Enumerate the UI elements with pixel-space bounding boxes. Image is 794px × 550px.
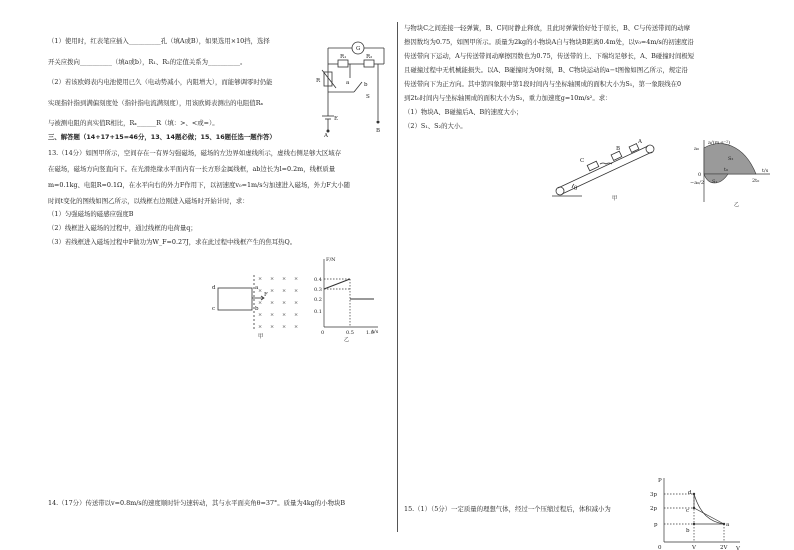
- block-a-label: A: [638, 139, 642, 145]
- tick-label: 0.5: [346, 330, 354, 336]
- y-axis-label: a/(m·s⁻²): [708, 140, 731, 146]
- text-line: 且碰撞过程中无机械能损失。以A、B碰撞时为0时刻，B、C物块运动的a−t图像如图乙所示，规定沿: [404, 66, 688, 74]
- field-cross-mark: ×: [270, 300, 275, 306]
- ohmmeter-circuit-diagram: [314, 40, 390, 138]
- field-cross-mark: ×: [258, 288, 263, 294]
- text-line: 擦因数均为0.75，如图甲所示。质量为2kg的小物块A自与物块B距离0.4m处，以v₀=4m/s的初速度沿: [404, 38, 694, 46]
- corner-c-label: c: [212, 306, 216, 312]
- text-line: （2）若该欧姆表内电池使用已久（电动势减小，内阻增大），而能够调零时仍能: [48, 78, 273, 86]
- text-line: 与被测电阻的真实值R相比，Rₓ______R（填：>、<或=）。: [48, 119, 219, 127]
- text-line: （3）若线框进入磁场过程中F做功为W_F=0.27J，求在此过程中线框产生的焦耳热Q。: [48, 238, 297, 246]
- y-axis-label: F/N: [326, 257, 336, 263]
- text-line: （1）使用时，红表笔应插入__________孔（填A或B），如果选用×10挡，选择: [48, 37, 270, 45]
- r1-label: R₁: [340, 54, 347, 60]
- v-axis-label: V: [736, 546, 740, 550]
- galvanometer-label: G: [356, 46, 361, 52]
- column-divider: [397, 22, 398, 532]
- field-cross-mark: ×: [282, 288, 287, 294]
- battery-label: E: [334, 116, 339, 122]
- tick-label: 2V: [720, 545, 728, 550]
- tick-label: 0: [658, 545, 662, 550]
- text-line: （1）匀强磁场的磁感应强度B: [48, 210, 134, 218]
- question-15-line: 15.（1）（5分）一定质量的理想气体，经过一个压缩过程后，体积减小为: [404, 505, 611, 513]
- tick-label: 0.2: [314, 297, 322, 303]
- field-cross-mark: ×: [270, 312, 275, 318]
- left-column: [0, 0, 396, 550]
- caption-jia: 甲: [612, 196, 618, 202]
- block-c-label: C: [580, 158, 585, 164]
- r-label: R: [316, 78, 321, 84]
- tick-label: 0: [321, 330, 325, 336]
- field-crosses: [258, 276, 298, 330]
- corner-b-label: b: [255, 306, 259, 312]
- acceleration-time-graph: [690, 138, 772, 206]
- caption-yi: 乙: [344, 337, 350, 343]
- terminal-b-label: B: [376, 128, 381, 134]
- tick-label: 1.0: [366, 330, 374, 336]
- tick-label: 2p: [650, 506, 658, 512]
- text-line: （2）S₁、S₂的大小。: [404, 122, 467, 130]
- tick-label: 3p: [650, 492, 658, 498]
- field-cross-mark: ×: [282, 324, 287, 330]
- caption-yi: 乙: [734, 202, 740, 208]
- question-14-line: 14.（17分）传送带以v=0.8m/s的速度顺时针匀速转动，其与水平面夹角θ=37°。质量为4kg的小物块B: [48, 499, 346, 507]
- conveyor-belt-figure: [552, 138, 664, 200]
- s2-label: S₂: [728, 156, 734, 162]
- neg-a0-label: −a₀/2: [690, 180, 705, 186]
- tick-label: 0.3: [314, 287, 322, 293]
- point-d-label: d: [688, 490, 692, 496]
- tick-label: p: [654, 522, 658, 528]
- field-cross-mark: ×: [258, 324, 263, 330]
- field-cross-mark: ×: [258, 300, 263, 306]
- field-cross-mark: ×: [282, 276, 287, 282]
- x-axis-label: t/s: [372, 329, 379, 335]
- angle-label: θ: [574, 186, 578, 192]
- field-cross-mark: ×: [282, 300, 287, 306]
- force-f-label: F: [264, 292, 268, 298]
- text-line: 时间t变化的图线如图乙所示，以线框右边刚进入磁场时开始计时，求：: [48, 197, 249, 205]
- p-axis-label: P: [658, 478, 662, 484]
- switch-label: S: [366, 94, 370, 100]
- text-line: 13.（14分）如图甲所示，空间存在一有界匀强磁场，磁场的左边界如虚线所示，虚线右侧足够大区域存: [48, 149, 342, 157]
- text-line: 开关应拨向__________（填a或b），R₁、R₂的定值关系为__________。: [48, 58, 247, 66]
- text-line: 实现指针指到满偏刻度处（指针指电流满刻度），用该欧姆表测出的电阻值Rₓ: [48, 99, 264, 107]
- right-column: [400, 0, 794, 550]
- text-line: 传送带向下运动，A与传送带间动摩擦因数也为0.75，传送带的上、下端均足够长，A、B碰撞时间极短: [404, 52, 695, 60]
- tick-label: 0.4: [314, 277, 322, 283]
- text-line: 到2t₀时间内与坐标轴围成的面积大小为S₂，重力加速度g=10m/s²。求：: [404, 94, 612, 102]
- origin-label: 0: [698, 172, 702, 178]
- tick-label: V: [692, 545, 696, 550]
- field-cross-mark: ×: [258, 312, 263, 318]
- text-line: 传送带向下为正方向。其中第四象限中第1段时间内与坐标轴围成的面积大小为S₁，第一象限线在0: [404, 80, 682, 88]
- s1-label: S₁: [712, 179, 718, 185]
- point-b-label: b: [686, 528, 690, 534]
- caption-jia: 甲: [258, 334, 264, 340]
- field-cross-mark: ×: [258, 276, 263, 282]
- text-line: 在磁场，磁场方向竖直向下。在光滑绝缘水平面内有一长方形金属线框，ab边长为l=0.2m，线框质量: [48, 165, 336, 173]
- t0-label: t₀: [724, 167, 729, 173]
- a0-label: a₀: [694, 146, 699, 152]
- field-cross-mark: ×: [270, 324, 275, 330]
- node-a-label: a: [346, 80, 350, 86]
- field-cross-mark: ×: [294, 312, 299, 318]
- t-unit-label: t/s: [762, 168, 769, 174]
- pressure-volume-graph: [644, 474, 744, 550]
- magnetic-field-figure: [210, 270, 310, 340]
- text-line: （2）线框进入磁场的过程中，通过线框的电荷量q；: [48, 224, 197, 232]
- field-cross-mark: ×: [282, 312, 287, 318]
- field-cross-mark: ×: [294, 276, 299, 282]
- force-time-graph: [312, 255, 382, 343]
- block-b-label: B: [616, 146, 621, 152]
- field-cross-mark: ×: [270, 288, 275, 294]
- tick-label: 0.1: [314, 309, 322, 315]
- field-cross-mark: ×: [294, 300, 299, 306]
- node-b-label: b: [364, 82, 368, 88]
- text-line: （1）物块A、B碰撞后A、B的速度大小；: [404, 108, 523, 116]
- terminal-a-label: A: [324, 133, 328, 139]
- r2-label: R₂: [366, 54, 373, 60]
- t2-label: 2t₀: [752, 178, 760, 184]
- text-line: m=0.1kg、电阻R=0.1Ω，在水平向右的外力F作用下，以初速度v₀=1m/s匀加速进入磁场，外力F大小随: [48, 181, 351, 189]
- point-a-label: a: [726, 522, 730, 528]
- point-c-label: c: [686, 508, 690, 514]
- corner-d-label: d: [212, 285, 216, 291]
- corner-a-label: a: [255, 285, 259, 291]
- text-line: 与物块C之间连接一轻弹簧，B、C同时静止释放，且此时弹簧恰好处于原长，B、C与传送带间的动摩: [404, 24, 691, 32]
- field-cross-mark: ×: [294, 288, 299, 294]
- field-cross-mark: ×: [270, 276, 275, 282]
- field-cross-mark: ×: [294, 324, 299, 330]
- section-heading: 三、解答题（14+17+15=46分，13、14题必做；15、16题任选一题作答）: [48, 133, 276, 141]
